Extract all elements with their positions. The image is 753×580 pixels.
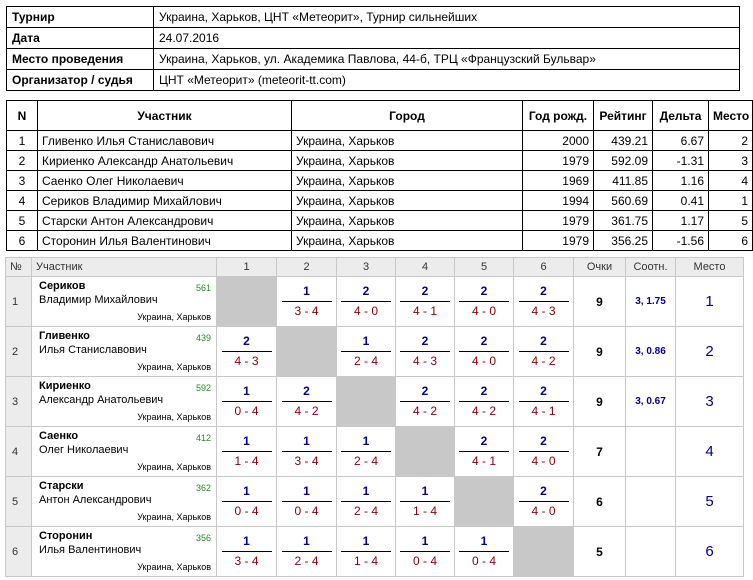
participant-row <box>7 171 753 191</box>
participant-name: Старски Антон Александрович <box>38 211 292 231</box>
ct-game-score: 4 - 3 <box>234 354 259 368</box>
ct-game-points: 1 <box>303 434 310 448</box>
ct-player-rating: 412 <box>195 433 211 443</box>
ct-player-rating: 439 <box>195 333 211 343</box>
ct-game-cell <box>217 327 277 377</box>
tournament-info-table <box>6 6 740 91</box>
participant-row <box>7 191 753 211</box>
ct-game-cell <box>514 427 574 477</box>
ct-game-score: 2 - 4 <box>294 554 319 568</box>
participant-rating: 439.21 <box>594 131 653 151</box>
ct-player-first-name: Илья Станиславович <box>39 344 147 356</box>
ct-player-first-name: Александр Анатольевич <box>39 394 164 406</box>
ct-game-points: 2 <box>540 284 547 298</box>
ct-game-cell <box>396 477 455 527</box>
ct-header-place: Место <box>676 258 744 277</box>
ct-game-points: 1 <box>303 284 310 298</box>
ct-game-points: 2 <box>480 384 488 398</box>
participant-birth-year: 1994 <box>523 191 594 211</box>
ct-game-cell <box>514 377 574 427</box>
ct-game-cell <box>277 377 337 427</box>
ct-game-divider <box>282 551 332 552</box>
ct-game-score: 0 - 4 <box>234 404 259 418</box>
ct-game-cell <box>217 477 277 527</box>
participant-city: Украина, Харьков <box>292 171 523 191</box>
info-key: Турнир <box>7 7 154 28</box>
col-header-n: N <box>7 101 38 131</box>
ct-game-cell <box>455 527 514 577</box>
ct-game-divider <box>222 551 272 552</box>
participant-birth-year: 1979 <box>523 231 594 251</box>
ct-player-cell <box>32 377 217 427</box>
ct-game-cell <box>217 427 277 477</box>
ct-player-city: Украина, Харьков <box>137 562 211 572</box>
ct-row-number: 2 <box>6 327 32 377</box>
col-header-delta: Дельта <box>653 101 709 131</box>
ct-header-col-5: 5 <box>455 258 514 277</box>
crosstable-row <box>6 527 744 577</box>
ct-header-col-3: 3 <box>337 258 396 277</box>
ct-game-points: 2 <box>540 484 547 498</box>
ct-player-city: Украина, Харьков <box>137 362 211 372</box>
ct-player-rating: 561 <box>195 283 211 293</box>
info-key: Место проведения <box>7 49 154 70</box>
participant-place: 4 <box>709 171 753 191</box>
ct-player-city: Украина, Харьков <box>137 512 211 522</box>
participant-delta: 1.16 <box>653 171 709 191</box>
info-row <box>7 49 740 70</box>
ct-game-points: 1 <box>243 534 250 548</box>
crosstable-row <box>6 477 744 527</box>
ct-player-last-name: Гливенко <box>39 330 90 342</box>
participant-birth-year: 1979 <box>523 151 594 171</box>
participant-name: Саенко Олег Николаевич <box>38 171 292 191</box>
ct-player-last-name: Старски <box>39 480 84 492</box>
ct-game-divider <box>400 551 450 552</box>
participant-number: 6 <box>7 231 38 251</box>
ct-self-cell <box>277 327 337 377</box>
ct-game-divider <box>519 301 569 302</box>
ct-game-divider <box>519 351 569 352</box>
ct-points: 5 <box>574 527 626 577</box>
ct-game-score: 0 - 4 <box>294 504 319 518</box>
participant-row <box>7 131 753 151</box>
ct-game-divider <box>282 501 332 502</box>
ct-ratio: 3, 1.75 <box>626 277 676 327</box>
participant-place: 1 <box>709 191 753 211</box>
participant-rating: 361.75 <box>594 211 653 231</box>
participant-delta: -1.31 <box>653 151 709 171</box>
ct-ratio <box>626 477 676 527</box>
ct-game-points: 1 <box>362 334 370 348</box>
ct-game-cell <box>277 427 337 477</box>
ct-game-score: 0 - 4 <box>234 504 259 518</box>
participant-delta: 0.41 <box>653 191 709 211</box>
ct-player-last-name: Сторонин <box>39 530 93 542</box>
ct-game-cell <box>337 477 396 527</box>
ct-game-divider <box>341 551 391 552</box>
ct-player-last-name: Кириенко <box>39 380 91 392</box>
ct-game-points: 2 <box>303 384 310 398</box>
participant-rating: 411.85 <box>594 171 653 191</box>
ct-place: 5 <box>676 477 744 527</box>
ct-points: 9 <box>574 377 626 427</box>
ct-self-cell <box>514 527 574 577</box>
participant-number: 3 <box>7 171 38 191</box>
col-header-birth-year: Год рожд. <box>523 101 594 131</box>
participant-city: Украина, Харьков <box>292 131 523 151</box>
ct-game-score: 2 - 4 <box>353 504 378 518</box>
participant-number: 1 <box>7 131 38 151</box>
info-row <box>7 70 740 91</box>
ct-game-cell <box>396 377 455 427</box>
ct-points: 6 <box>574 477 626 527</box>
participant-place: 6 <box>709 231 753 251</box>
ct-game-score: 4 - 0 <box>471 304 496 318</box>
ct-game-score: 4 - 2 <box>294 404 319 418</box>
participant-rating: 356.25 <box>594 231 653 251</box>
ct-self-cell <box>337 377 396 427</box>
ct-row-number: 1 <box>6 277 32 327</box>
ct-game-divider <box>222 451 272 452</box>
ct-game-score: 3 - 4 <box>234 554 259 568</box>
ct-game-points: 2 <box>540 434 547 448</box>
ct-player-city: Украина, Харьков <box>137 462 211 472</box>
info-row <box>7 28 740 49</box>
ct-game-points: 2 <box>540 384 547 398</box>
crosstable-row <box>6 277 744 327</box>
ct-self-cell <box>396 427 455 477</box>
ct-game-divider <box>400 301 450 302</box>
ct-game-points: 1 <box>362 434 370 448</box>
participant-row <box>7 151 753 171</box>
participants-table <box>6 100 753 251</box>
ct-player-city: Украина, Харьков <box>137 312 211 322</box>
participant-name: Сериков Владимир Михайлович <box>38 191 292 211</box>
ct-game-divider <box>459 551 509 552</box>
ct-player-city: Украина, Харьков <box>137 412 211 422</box>
ct-game-score: 4 - 3 <box>531 304 556 318</box>
ct-game-divider <box>519 451 569 452</box>
participant-rating: 592.09 <box>594 151 653 171</box>
ct-game-cell <box>337 327 396 377</box>
ct-row-number: 4 <box>6 427 32 477</box>
ct-game-score: 3 - 4 <box>294 304 319 318</box>
ct-game-cell <box>337 277 396 327</box>
participant-delta: 6.67 <box>653 131 709 151</box>
ct-game-cell <box>455 377 514 427</box>
ct-player-rating: 362 <box>195 483 211 493</box>
participant-delta: 1.17 <box>653 211 709 231</box>
ct-header-col-6: 6 <box>514 258 574 277</box>
ct-player-first-name: Олег Николаевич <box>39 444 129 456</box>
ct-game-cell <box>455 427 514 477</box>
ct-game-score: 4 - 2 <box>412 404 437 418</box>
ct-game-divider <box>341 501 391 502</box>
info-value: Украина, Харьков, ЦНТ «Метеорит», Турнир сильнейших <box>154 7 740 28</box>
ct-game-score: 4 - 2 <box>471 404 496 418</box>
ct-game-cell <box>337 527 396 577</box>
ct-game-divider <box>519 401 569 402</box>
ct-player-rating: 356 <box>195 533 211 543</box>
participant-city: Украина, Харьков <box>292 231 523 251</box>
participant-city: Украина, Харьков <box>292 211 523 231</box>
crosstable-header-row <box>6 258 744 277</box>
participant-place: 3 <box>709 151 753 171</box>
ct-ratio: 3, 0.67 <box>626 377 676 427</box>
ct-game-points: 1 <box>243 384 250 398</box>
ct-game-points: 1 <box>243 434 250 448</box>
crosstable-row <box>6 377 744 427</box>
ct-game-score: 1 - 4 <box>234 454 259 468</box>
participant-birth-year: 1979 <box>523 211 594 231</box>
participant-rating: 560.69 <box>594 191 653 211</box>
ct-header-col-1: 1 <box>217 258 277 277</box>
ct-self-cell <box>455 477 514 527</box>
ct-ratio <box>626 527 676 577</box>
crosstable <box>5 257 744 577</box>
ct-game-points: 2 <box>480 334 488 348</box>
ct-game-score: 4 - 0 <box>531 504 556 518</box>
ct-game-score: 1 - 4 <box>353 554 378 568</box>
participant-place: 5 <box>709 211 753 231</box>
ct-game-score: 4 - 1 <box>412 304 437 318</box>
ct-game-divider <box>341 351 391 352</box>
ct-game-divider <box>282 451 332 452</box>
ct-game-points: 1 <box>421 534 429 548</box>
ct-ratio: 3, 0.86 <box>626 327 676 377</box>
ct-game-points: 1 <box>362 484 370 498</box>
ct-game-divider <box>282 301 332 302</box>
ct-header-player: Участник <box>32 258 217 277</box>
ct-game-cell <box>277 277 337 327</box>
ct-game-cell <box>217 377 277 427</box>
ct-row-number: 6 <box>6 527 32 577</box>
ct-game-divider <box>519 501 569 502</box>
ct-place: 2 <box>676 327 744 377</box>
ct-game-divider <box>341 301 391 302</box>
ct-game-points: 2 <box>480 284 488 298</box>
ct-game-cell <box>217 527 277 577</box>
info-value: Украина, Харьков, ул. Академика Павлова, 44-б, ТРЦ «Французский Бульвар» <box>154 49 740 70</box>
participant-birth-year: 1969 <box>523 171 594 191</box>
info-key: Организатор / судья <box>7 70 154 91</box>
ct-game-divider <box>222 501 272 502</box>
col-header-city: Город <box>292 101 523 131</box>
ct-game-points: 1 <box>421 484 429 498</box>
ct-game-points: 2 <box>421 334 429 348</box>
participant-row <box>7 231 753 251</box>
ct-game-cell <box>277 527 337 577</box>
participant-number: 4 <box>7 191 38 211</box>
ct-header-num: № <box>6 258 32 277</box>
ct-self-cell <box>217 277 277 327</box>
ct-game-score: 0 - 4 <box>471 554 496 568</box>
ct-game-divider <box>459 451 509 452</box>
ct-game-score: 4 - 0 <box>471 354 496 368</box>
ct-game-cell <box>514 277 574 327</box>
ct-game-score: 4 - 0 <box>531 454 556 468</box>
participant-place: 2 <box>709 131 753 151</box>
ct-player-rating: 592 <box>195 383 211 393</box>
ct-game-score: 4 - 3 <box>412 354 437 368</box>
participant-delta: -1.56 <box>653 231 709 251</box>
ct-points: 9 <box>574 277 626 327</box>
ct-game-cell <box>396 327 455 377</box>
ct-player-cell <box>32 477 217 527</box>
ct-game-score: 4 - 1 <box>471 454 496 468</box>
ct-player-first-name: Антон Александрович <box>39 494 152 506</box>
ct-ratio <box>626 427 676 477</box>
ct-game-cell <box>396 277 455 327</box>
ct-game-score: 1 - 4 <box>412 504 437 518</box>
ct-game-cell <box>455 277 514 327</box>
participant-city: Украина, Харьков <box>292 151 523 171</box>
ct-game-points: 1 <box>243 484 250 498</box>
info-value: ЦНТ «Метеорит» (meteorit-tt.com) <box>154 70 740 91</box>
ct-game-points: 2 <box>540 334 547 348</box>
col-header-participant: Участник <box>38 101 292 131</box>
participants-header-row <box>7 101 753 131</box>
participant-name: Гливенко Илья Станиславович <box>38 131 292 151</box>
ct-game-score: 2 - 4 <box>353 454 378 468</box>
ct-game-points: 2 <box>243 334 250 348</box>
ct-place: 6 <box>676 527 744 577</box>
ct-header-col-2: 2 <box>277 258 337 277</box>
col-header-place: Место <box>709 101 753 131</box>
ct-game-divider <box>400 401 450 402</box>
crosstable-row <box>6 427 744 477</box>
participant-row <box>7 211 753 231</box>
ct-game-cell <box>277 477 337 527</box>
ct-place: 1 <box>676 277 744 327</box>
ct-player-cell <box>32 277 217 327</box>
ct-player-last-name: Саенко <box>39 430 79 442</box>
participant-city: Украина, Харьков <box>292 191 523 211</box>
ct-game-divider <box>459 351 509 352</box>
participant-number: 2 <box>7 151 38 171</box>
ct-game-cell <box>514 477 574 527</box>
ct-game-cell <box>514 327 574 377</box>
ct-game-divider <box>400 351 450 352</box>
ct-points: 9 <box>574 327 626 377</box>
ct-header-col-4: 4 <box>396 258 455 277</box>
ct-game-cell <box>455 327 514 377</box>
ct-game-cell <box>396 527 455 577</box>
ct-game-points: 2 <box>362 284 370 298</box>
ct-game-divider <box>282 401 332 402</box>
ct-game-divider <box>222 401 272 402</box>
ct-game-points: 2 <box>421 284 429 298</box>
info-row <box>7 7 740 28</box>
ct-game-score: 4 - 0 <box>353 304 378 318</box>
ct-game-divider <box>400 501 450 502</box>
ct-player-first-name: Илья Валентинович <box>39 544 142 556</box>
ct-player-cell <box>32 527 217 577</box>
ct-game-points: 1 <box>303 534 310 548</box>
ct-game-score: 3 - 4 <box>294 454 319 468</box>
ct-game-points: 1 <box>362 534 370 548</box>
ct-game-points: 2 <box>480 434 488 448</box>
ct-points: 7 <box>574 427 626 477</box>
ct-place: 4 <box>676 427 744 477</box>
ct-game-divider <box>459 301 509 302</box>
ct-game-score: 2 - 4 <box>353 354 378 368</box>
ct-header-points: Очки <box>574 258 626 277</box>
ct-game-divider <box>459 401 509 402</box>
ct-game-score: 4 - 2 <box>531 354 556 368</box>
ct-game-divider <box>222 351 272 352</box>
col-header-rating: Рейтинг <box>594 101 653 131</box>
ct-player-first-name: Владимир Михайлович <box>39 294 158 306</box>
ct-place: 3 <box>676 377 744 427</box>
participant-birth-year: 2000 <box>523 131 594 151</box>
ct-game-score: 4 - 1 <box>531 404 556 418</box>
ct-game-score: 0 - 4 <box>412 554 437 568</box>
ct-header-ratio: Соотн. <box>626 258 676 277</box>
participant-name: Сторонин Илья Валентинович <box>38 231 292 251</box>
ct-game-divider <box>341 451 391 452</box>
participant-name: Кириенко Александр Анатольевич <box>38 151 292 171</box>
ct-player-cell <box>32 327 217 377</box>
participant-number: 5 <box>7 211 38 231</box>
ct-row-number: 3 <box>6 377 32 427</box>
crosstable-row <box>6 327 744 377</box>
ct-player-last-name: Сериков <box>39 280 86 292</box>
ct-game-points: 1 <box>480 534 488 548</box>
ct-game-points: 2 <box>421 384 429 398</box>
ct-game-points: 1 <box>303 484 310 498</box>
ct-player-cell <box>32 427 217 477</box>
ct-game-cell <box>337 427 396 477</box>
info-value: 24.07.2016 <box>154 28 740 49</box>
info-key: Дата <box>7 28 154 49</box>
ct-row-number: 5 <box>6 477 32 527</box>
